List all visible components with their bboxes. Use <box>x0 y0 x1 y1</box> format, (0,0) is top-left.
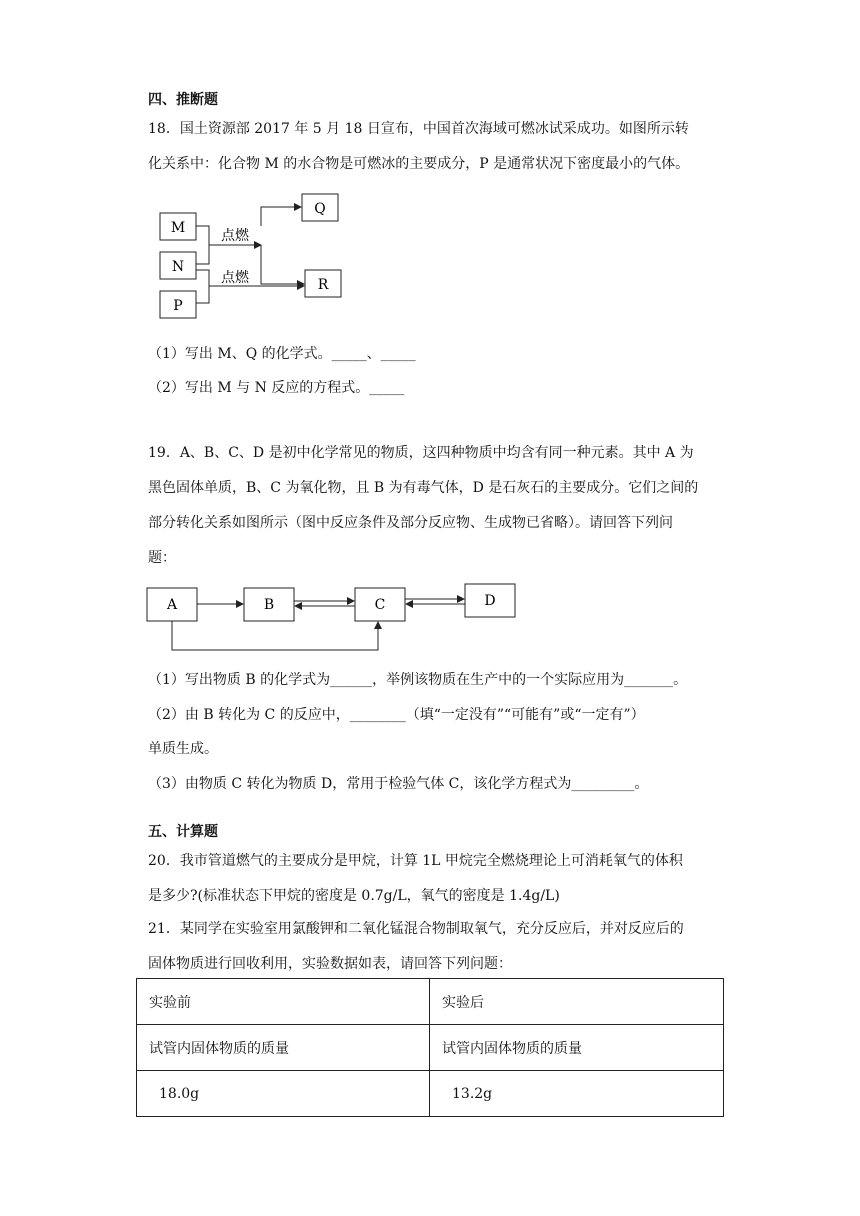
label-b: B <box>263 597 275 613</box>
table-cell: 18.0g <box>137 1071 430 1117</box>
label-m: M <box>170 220 186 236</box>
q18-text-line2: 化关系中：化合物 M 的水合物是可燃冰的主要成分，P 是通常状况下密度最小的气体。 <box>148 156 690 172</box>
q19-text-line3: 部分转化关系如图所示（图中反应条件及部分反应物、生成物已省略）。请回答下列问 <box>148 515 673 531</box>
q19-text-line4: 题： <box>148 550 176 566</box>
q18-subquestion-2: （2）写出 M 与 N 反应的方程式。_____ <box>148 380 405 396</box>
q18-text-line1: 18．国土资源部 2017 年 5 月 18 日宣布，中国首次海域可燃冰试采成功。如图所示转 <box>148 121 689 137</box>
label-d: D <box>484 593 496 609</box>
q19-conversion-diagram <box>140 580 530 656</box>
table-cell: 实验后 <box>430 979 724 1025</box>
q18-subquestion-1: （1）写出 M、Q 的化学式。_____、_____ <box>148 346 416 362</box>
label-p: P <box>173 298 183 314</box>
q19-subquestion-2: （2）由 B 转化为 C 的反应中，________（填“一定没有”“可能有”或“一定有”） <box>148 707 645 723</box>
q21-text-line2: 固体物质进行回收利用，实验数据如表，请回答下列问题： <box>148 956 512 972</box>
label-q: Q <box>314 201 326 217</box>
q18-reaction-diagram <box>150 190 350 320</box>
condition-label-ignite-1: 点燃 <box>221 228 249 244</box>
q21-text-line1: 21．某同学在实验室用氯酸钾和二氧化锰混合物制取氧气，充分反应后，并对反应后的 <box>148 921 684 937</box>
table-cell: 实验前 <box>137 979 430 1025</box>
q19-subquestion-3: （3）由物质 C 转化为物质 D，常用于检验气体 C，该化学方程式为_________。 <box>148 776 649 792</box>
table-row <box>137 1025 724 1071</box>
experiment-data-table <box>136 978 724 1117</box>
q19-subquestion-2-cont: 单质生成。 <box>148 741 218 757</box>
q20-text-line1: 20．我市管道燃气的主要成分是甲烷，计算 1L 甲烷完全燃烧理论上可消耗氧气的体积 <box>148 853 683 869</box>
q19-text-line2: 黑色固体单质，B、C 为氧化物，且 B 为有毒气体，D 是石灰石的主要成分。它们之间的 <box>148 480 699 496</box>
label-r: R <box>317 277 329 293</box>
q19-text-line1: 19．A、B、C、D 是初中化学常见的物质，这四种物质中均含有同一种元素。其中 A 为 <box>148 445 694 461</box>
label-c: C <box>374 597 386 613</box>
table-row <box>137 979 724 1025</box>
table-cell: 试管内固体物质的质量 <box>137 1025 430 1071</box>
condition-label-ignite-2: 点燃 <box>221 270 249 286</box>
label-n: N <box>171 259 185 275</box>
section-heading-5: 五、计算题 <box>148 824 218 840</box>
table-row <box>137 1071 724 1117</box>
label-a: A <box>166 597 178 613</box>
q20-text-line2: 是多少?(标准状态下甲烷的密度是 0.7g/L，氧气的密度是 1.4g/L) <box>148 888 560 904</box>
table-cell: 试管内固体物质的质量 <box>430 1025 724 1071</box>
q19-subquestion-1: （1）写出物质 B 的化学式为______，举例该物质在生产中的一个实际应用为_______。 <box>148 672 688 688</box>
section-heading-4: 四、推断题 <box>148 92 218 108</box>
table-cell: 13.2g <box>430 1071 724 1117</box>
